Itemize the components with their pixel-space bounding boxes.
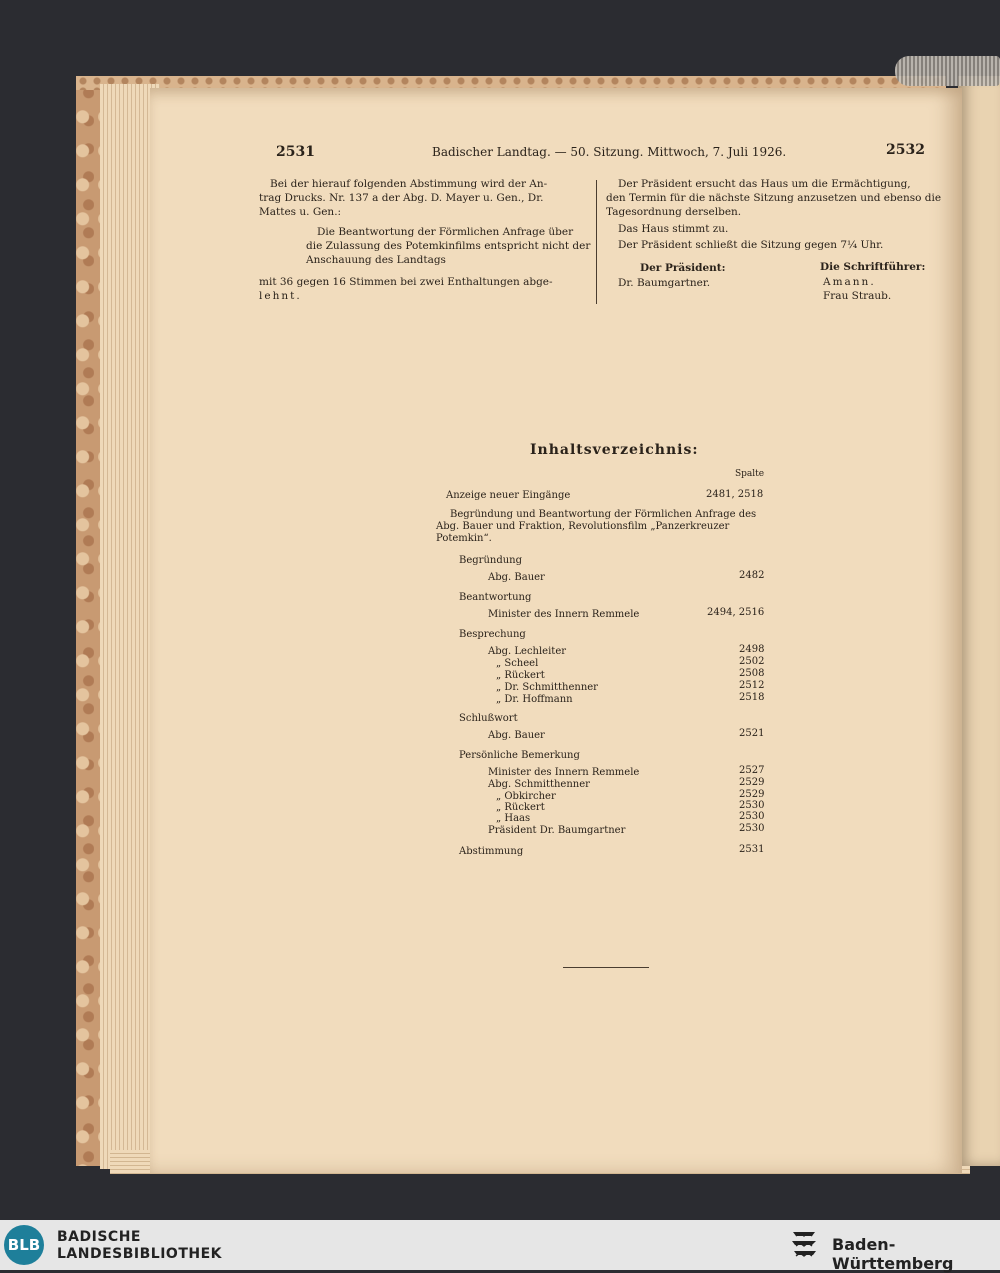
left-paragraph-line: Bei der hierauf folgenden Abstimmung wird der An- [270,178,548,190]
right-paragraph-line: Tagesordnung derselben. [606,206,742,218]
right-paragraph-line: Das Haus stimmt zu. [618,223,729,235]
toc-section: Begründung [459,555,523,566]
viewer-footer [0,1220,1000,1273]
left-paragraph-line: Mattes u. Gen.: [259,206,342,218]
toc-entry: „ Rückert [496,802,545,813]
toc-section: Abstimmung [459,846,524,857]
toc-entry: Begründung und Beantwortung der Förmlichen Anfrage des [450,509,757,520]
toc-title: Inhaltsverzeichnis: [530,442,699,458]
right-paragraph-line: Der Präsident schließt die Sitzung gegen 7¼ Uhr. [618,239,884,251]
toc-entry: Abg. Bauer [488,572,545,583]
toc-entry: Abg. Schmitthenner [488,779,590,790]
toc-entry: „ Obkircher [496,791,556,802]
toc-page-ref: 2531 [739,844,765,855]
state-lions-icon [790,1227,820,1263]
toc-entry: Abg. Bauer und Fraktion, Revolutionsfilm „Panzerkreuzer [436,521,730,532]
toc-page-ref: 2529 [739,789,765,800]
toc-entry: Abg. Lechleiter [488,646,567,657]
library-name-line2: LANDESBIBLIOTHEK [57,1246,223,1262]
toc-page-ref: 2530 [739,811,765,822]
toc-page-ref: 2481, 2518 [706,489,764,500]
vote-result-line: mit 36 gegen 16 Stimmen bei zwei Enthaltungen abge- [259,276,553,288]
right-page-number: 2532 [886,142,925,158]
toc-entry: Minister des Innern Remmele [488,609,640,620]
left-paragraph-line: trag Drucks. Nr. 137 a der Abg. D. Mayer u. Gen., Dr. [259,192,544,204]
toc-page-ref: 2529 [739,777,765,788]
secretaries-label: Die Schriftführer: [820,261,926,273]
partner-name[interactable]: Baden-Württemberg [832,1235,954,1273]
right-paragraph-line: den Termin für die nächste Sitzung anzusetzen und ebenso die [606,192,942,204]
toc-entry: „ Scheel [496,658,539,669]
toc-section: Schlußwort [459,713,518,724]
library-name[interactable] [57,1229,222,1263]
secretary-name: Frau Straub. [823,290,892,302]
president-label: Der Präsident: [640,262,726,274]
column-divider [596,180,597,304]
toc-entry: „ Haas [496,813,531,824]
toc-section: Besprechung [459,629,526,640]
secretary-name: Amann. [823,276,876,288]
blb-logo-icon[interactable]: BLB [4,1225,44,1265]
toc-column-label: Spalte [735,469,765,479]
toc-page-ref: 2482 [739,570,765,581]
toc-entry: Präsident Dr. Baumgartner [488,825,626,836]
bookmark-ribbon [895,56,1000,86]
toc-entry: „ Dr. Schmitthenner [496,682,598,693]
toc-entry: „ Rückert [496,670,545,681]
quoted-motion-line: Anschauung des Landtags [306,254,446,266]
facing-page-edge [958,76,1000,1166]
toc-page-ref: 2530 [739,800,765,811]
toc-page-ref: 2521 [739,728,765,739]
quoted-motion-line: die Zulassung des Potemkinfilms entspricht nicht der [306,240,591,252]
toc-page-ref: 2498 [739,644,765,655]
toc-page-ref: 2512 [739,680,765,691]
toc-entry: „ Dr. Hoffmann [496,694,573,705]
vote-result-line: lehnt. [259,290,302,302]
toc-page-ref: 2508 [739,668,765,679]
library-name-line1: BADISCHE [57,1229,141,1245]
toc-page-ref: 2518 [739,692,765,703]
quoted-motion-line: Die Beantwortung der Förmlichen Anfrage über [317,226,574,238]
toc-section: Persönliche Bemerkung [459,750,580,761]
toc-page-ref: 2527 [739,765,765,776]
toc-entry: Abg. Bauer [488,730,545,741]
toc-page-ref: 2530 [739,823,765,834]
president-name: Dr. Baumgartner. [618,277,711,289]
toc-entry: Minister des Innern Remmele [488,767,640,778]
right-paragraph-line: Der Präsident ersucht das Haus um die Ermächtigung, [618,178,911,190]
end-rule [563,967,649,968]
document-page [150,88,962,1173]
left-page-number: 2531 [276,144,315,160]
toc-page-ref: 2502 [739,656,765,667]
toc-entry: Anzeige neuer Eingänge [446,490,571,501]
toc-section: Beantwortung [459,592,532,603]
toc-entry: Potemkin“. [436,533,492,544]
toc-page-ref: 2494, 2516 [707,607,765,618]
running-header: Badischer Landtag. — 50. Sitzung. Mittwoch, 7. Juli 1926. [432,145,787,159]
